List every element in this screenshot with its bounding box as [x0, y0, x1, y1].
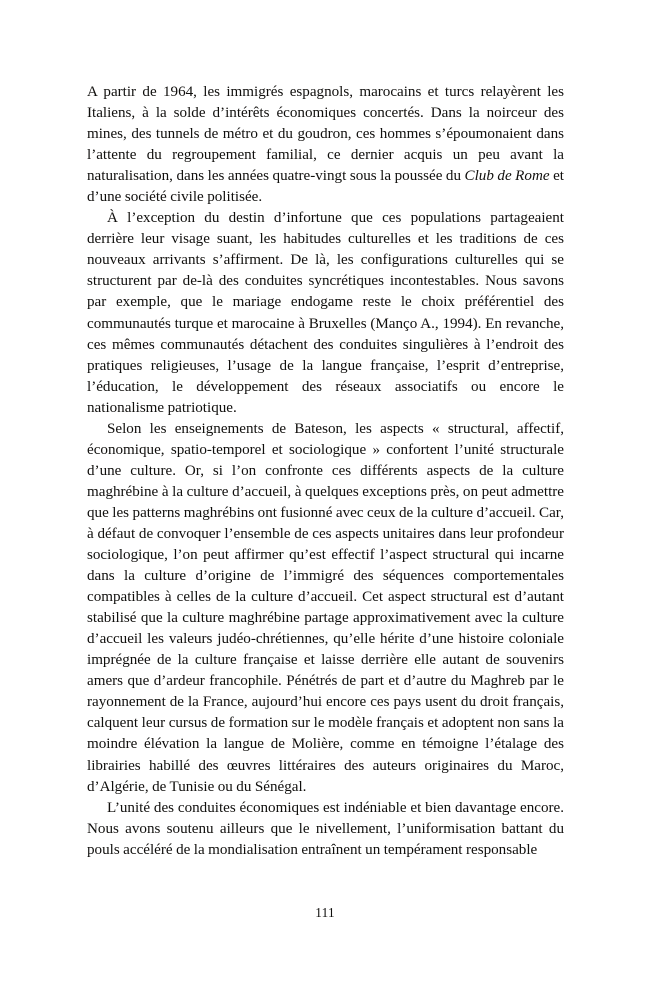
paragraph — [87, 208, 564, 418]
text-run: Selon les enseignements de Bateson, les aspects « structural, affectif, économique, spatio-temporel et sociologique » confortent l’unité structurale d’une culture. Or, si l’on confronte ces différents aspects de la culture maghrébine à la culture d’accueil, à quelques exceptions près, on peut admettre que les patterns maghrébins ont fusionné avec ceux de la culture d’accueil. Car, à défaut de convoquer l’ensemble de ces aspects unitaires dans leur profondeur sociologique, l’on peut affirmer qu’est effectif l’aspect structural qui incarne dans la culture d’origine de l’immigré des séquences comportementales compatibles à celles de la culture d’accueil. Cet aspect structural est d’autant stabilisé que la culture maghrébine partage approximativement avec la culture d’accueil les valeurs judéo-chrétiennes, qu’elle hérite d’une histoire coloniale imprégnée de la culture française et laisse derrière elle autant de souvenirs amers que d’ardeur francophile. Pénétrés de part et d’autre du Maghreb par le rayonnement de la France, aujourd’hui encore ces pays usent du droit français, calquent leur cursus de formation sur le modèle français et adoptent non sans la moindre élévation la langue de Molière, comme en témoigne l’étalage des librairies habillé des œuvres littéraires des auteurs originaires du Maroc, d’Algérie, de Tunisie ou du Sénégal. — [87, 420, 564, 795]
paragraph — [87, 82, 564, 208]
paragraph — [87, 798, 564, 861]
text-run: et d’une société civile politisée. — [87, 168, 564, 206]
italic-title: Club de Rome — [464, 168, 550, 185]
text-run: À l’exception du destin d’infortune que ces populations partageaient derrière leur visage suant, les habitudes culturelles et les traditions de ces nouveaux arrivants s’affirment. De là, les configurations culturelles qui se structurent par de-là des conduites syncrétiques incontestables. Nous savons par exemple, que le mariage endogame reste le choix préférentiel des communautés turque et marocaine à Bruxelles (Manço A., 1994). En revanche, ces mêmes communautés détachent des conduites singulières à l’endroit des pratiques religieuses, l’usage de la langue française, l’esprit d’entreprise, l’éducation, le développement des réseaux associatifs ou encore le nationalisme patriotique. — [87, 210, 564, 416]
paragraph — [87, 419, 564, 798]
page-text-block — [87, 82, 564, 861]
page-number: 111 — [315, 905, 335, 920]
text-run: L’unité des conduites économiques est indéniable et bien davantage encore. Nous avons soutenu ailleurs que le nivellement, l’uniformisation battant du pouls accéléré de la mondialisation entraînent un tempérament responsable — [87, 799, 564, 858]
text-run: A partir de 1964, les immigrés espagnols, marocains et turcs relayèrent les Italiens, à la solde d’intérêts économiques concertés. Dans la noirceur des mines, des tunnels de métro et du goudron, ces hommes s’époumonaient dans l’attente du regroupement familial, ce dernier acquis un peu avant la naturalisation, dans les années quatre-vingt sous la poussée du — [87, 84, 564, 185]
